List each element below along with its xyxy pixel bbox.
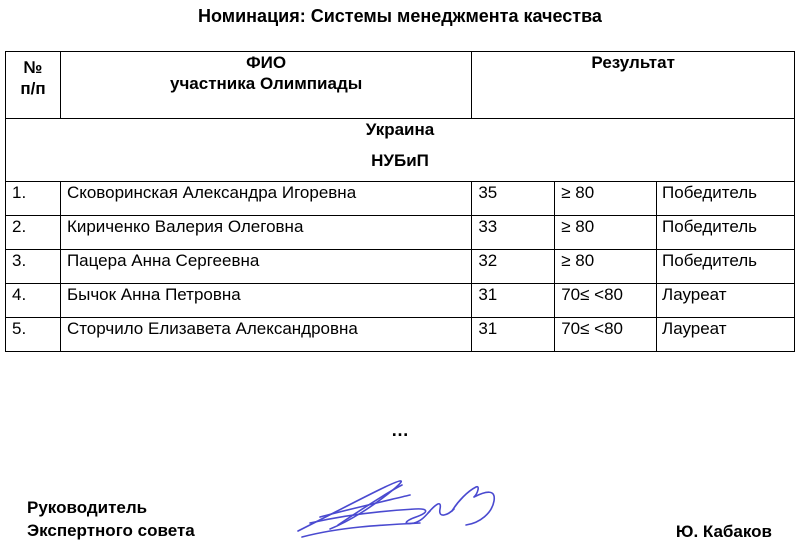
- handwritten-signature: [290, 465, 550, 545]
- region-cell: [6, 119, 795, 182]
- table-row: [6, 250, 795, 284]
- row-number: 4.: [6, 284, 61, 318]
- signatory-role-line1: Руководитель: [27, 498, 148, 517]
- ellipsis: …: [391, 420, 409, 440]
- table-row: [6, 318, 795, 352]
- page-title: Номинация: Системы менеджмента качества: [198, 6, 602, 26]
- signatory-role-line2: Экспертного совета: [27, 521, 195, 540]
- row-name: Бычок Анна Петровна: [60, 284, 471, 318]
- country-label: Украина: [365, 120, 435, 139]
- row-score: 31: [472, 318, 555, 352]
- row-score: 33: [472, 216, 555, 250]
- row-status: Лауреат: [657, 318, 795, 352]
- row-status: Победитель: [657, 216, 795, 250]
- row-range: ≥ 80: [555, 182, 657, 216]
- row-number: 5.: [6, 318, 61, 352]
- results-table: [5, 51, 795, 352]
- row-score: 31: [472, 284, 555, 318]
- row-range: ≥ 80: [555, 216, 657, 250]
- row-number: 1.: [6, 182, 61, 216]
- signatory-name: Ю. Кабаков: [675, 522, 772, 541]
- row-name: Пацера Анна Сергеевна: [60, 250, 471, 284]
- table-header-row: [6, 52, 795, 119]
- row-score: 35: [472, 182, 555, 216]
- row-status: Победитель: [657, 182, 795, 216]
- header-name-line1: ФИО: [246, 53, 287, 72]
- row-name: Кириченко Валерия Олеговна: [60, 216, 471, 250]
- header-result: Результат: [472, 52, 795, 119]
- row-number: 3.: [6, 250, 61, 284]
- header-name: [60, 52, 471, 119]
- row-range: 70≤ <80: [555, 318, 657, 352]
- table-row: [6, 182, 795, 216]
- header-number-line1: №: [23, 58, 43, 77]
- header-number-line2: п/п: [20, 79, 46, 98]
- row-name: Сторчило Елизавета Александровна: [60, 318, 471, 352]
- region-row: [6, 119, 795, 182]
- row-name: Сковоринская Александра Игоревна: [60, 182, 471, 216]
- row-number: 2.: [6, 216, 61, 250]
- table-row: [6, 284, 795, 318]
- university-label: НУБиП: [371, 151, 429, 170]
- row-range: ≥ 80: [555, 250, 657, 284]
- table-row: [6, 216, 795, 250]
- header-number: [6, 52, 61, 119]
- signatory-role: [27, 496, 195, 542]
- row-score: 32: [472, 250, 555, 284]
- row-range: 70≤ <80: [555, 284, 657, 318]
- header-name-line2: участника Олимпиады: [169, 74, 363, 93]
- row-status: Лауреат: [657, 284, 795, 318]
- row-status: Победитель: [657, 250, 795, 284]
